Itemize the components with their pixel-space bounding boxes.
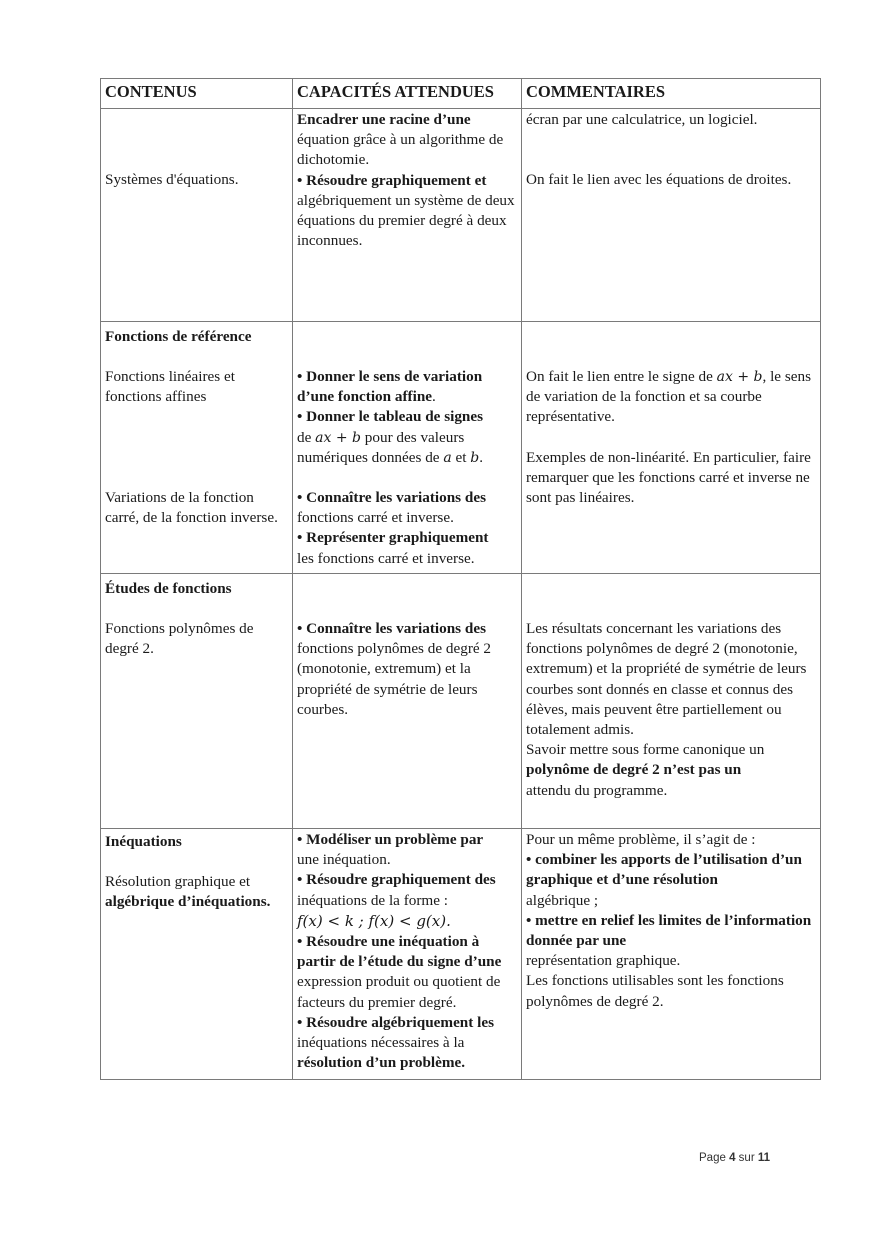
contenus-bold: algébrique d’inéquations. [105, 893, 271, 911]
page-total: 11 [757, 1152, 771, 1164]
contenus-text: Systèmes d'équations. [105, 171, 239, 188]
cell-capacites [293, 574, 522, 829]
cell-commentaires [522, 574, 821, 829]
table-row [101, 829, 821, 1080]
cell-contenus [101, 109, 293, 322]
cell-contenus [101, 829, 293, 1080]
section-title: Études de fonctions [105, 580, 232, 597]
capacite-text: pour des valeurs numériques données de [297, 428, 465, 466]
table-header-row [101, 79, 821, 109]
math-expression: a [443, 449, 452, 466]
math-expression: f(x) < k ; f(x) < g(x). [297, 911, 451, 930]
commentaire-text: Pour un même problème, il s’agit de : [526, 831, 756, 848]
text: , le sens de variation de la fonction et sa courbe représentative. [526, 368, 811, 426]
contenus-text: Résolution graphique et [105, 873, 251, 891]
commentaire-text: attendu du programme. [526, 781, 668, 799]
cell-contenus [101, 574, 293, 829]
page-number: 4 [729, 1152, 736, 1164]
section-title: Inéquations [105, 833, 182, 850]
commentaire-text: Les résultats concernant les variations des fonctions polynômes de degré 2 (monotonie, extremum) et la propriété de symétrie de leurs courbes sont donnés en classe et connus des élèves, mais peuvent être partiellement ou totalement admis. [526, 620, 807, 739]
capacite-bold: Encadrer une racine d’une [297, 111, 471, 128]
capacite-text: inéquations de la forme : [297, 891, 448, 909]
commentaire-text: Les fonctions utilisables sont les fonctions polynômes de degré 2. [526, 972, 784, 1010]
capacite-text: une inéquation. [297, 851, 391, 869]
cell-capacites [293, 829, 522, 1080]
text: On fait le lien entre le signe de [526, 368, 717, 385]
capacite-text: inéquations nécessaires à la [297, 1034, 465, 1052]
capacite-text: de [297, 428, 316, 446]
table-row [101, 109, 821, 322]
header-capacites: CAPACITÉS ATTENDUES [293, 79, 522, 109]
commentaire-text: Exemples de non-linéarité. En particulier, faire remarquer que les fonctions carré et inverse ne sont pas linéaires. [526, 448, 811, 507]
header-commentaires: COMMENTAIRES [522, 79, 821, 109]
capacite-bold: • Connaître les variations des [297, 620, 486, 637]
math-expression: b [470, 449, 480, 466]
commentaire-text: Savoir mettre sous forme canonique un [526, 741, 765, 759]
capacite-bold: • Connaître les variations des [297, 489, 486, 507]
contenus-text: Variations de la fonction carré, de la fonction inverse. [105, 488, 278, 526]
page-footer [699, 1152, 770, 1164]
capacite-text: et [451, 448, 471, 466]
capacite-text: fonctions carré et inverse. [297, 509, 454, 527]
contenus-text: Fonctions polynômes de degré 2. [105, 620, 254, 658]
capacite-text: les fonctions carré et inverse. [297, 549, 475, 567]
commentaire-bold: • mettre en relief les limites de l’information donnée par une [526, 911, 812, 950]
capacite-text: expression produit ou quotient de facteurs du premier degré. [297, 973, 501, 1011]
commentaire-text: On fait le lien avec les équations de droites. [526, 171, 792, 189]
capacite-text: . [479, 448, 484, 466]
capacite-bold: • Modéliser un problème par [297, 831, 484, 848]
math-expression: ax + b [315, 429, 361, 446]
cell-contenus [101, 322, 293, 574]
capacite-text: fonctions polynômes de degré 2 (monotonie, extremum) et la propriété de symétrie de leurs courbes. [297, 640, 492, 718]
cell-commentaires [522, 829, 821, 1080]
commentaire-text [526, 367, 816, 428]
page-label: Page [699, 1152, 726, 1164]
page-sep: sur [738, 1152, 755, 1164]
commentaire-text: algébrique ; [526, 891, 599, 909]
table-row [101, 322, 821, 574]
capacite-bold: • Résoudre algébriquement les [297, 1013, 494, 1031]
header-contenus: CONTENUS [101, 79, 293, 109]
cell-capacites [293, 109, 522, 322]
capacite-bold: • Donner le sens de variation d’une fonction affine [297, 368, 483, 406]
table-row [101, 574, 821, 829]
capacite-bold: • Représenter graphiquement [297, 529, 489, 547]
contenus-text: Fonctions linéaires et fonctions affines [105, 368, 235, 406]
section-title: Fonctions de référence [105, 328, 252, 345]
capacite-bold: résolution d’un problème. [297, 1054, 466, 1072]
capacite-bold: • Résoudre une inéquation à partir de l’étude du signe d’une [297, 933, 502, 971]
capacite-bold: • Résoudre graphiquement et [297, 171, 487, 189]
capacite-text: algébriquement un système de deux équations du premier degré à deux inconnues. [297, 191, 515, 250]
cell-commentaires [522, 109, 821, 322]
commentaire-bold: • combiner les apports de l’utilisation d’un graphique et d’une résolution [526, 851, 802, 889]
commentaire-text: représentation graphique. [526, 952, 681, 970]
capacite-bold: • Résoudre graphiquement des [297, 871, 496, 889]
math-expression: ax + b [716, 369, 763, 385]
capacite-text: équation grâce à un algorithme de dichotomie. [297, 131, 504, 169]
cell-capacites [293, 322, 522, 574]
program-table [100, 78, 821, 1080]
commentaire-text: écran par une calculatrice, un logiciel. [526, 111, 758, 128]
capacite-text: . [432, 388, 436, 406]
capacite-bold: • Donner le tableau de signes [297, 408, 484, 426]
cell-commentaires [522, 322, 821, 574]
commentaire-bold: polynôme de degré 2 n’est pas un [526, 761, 742, 779]
